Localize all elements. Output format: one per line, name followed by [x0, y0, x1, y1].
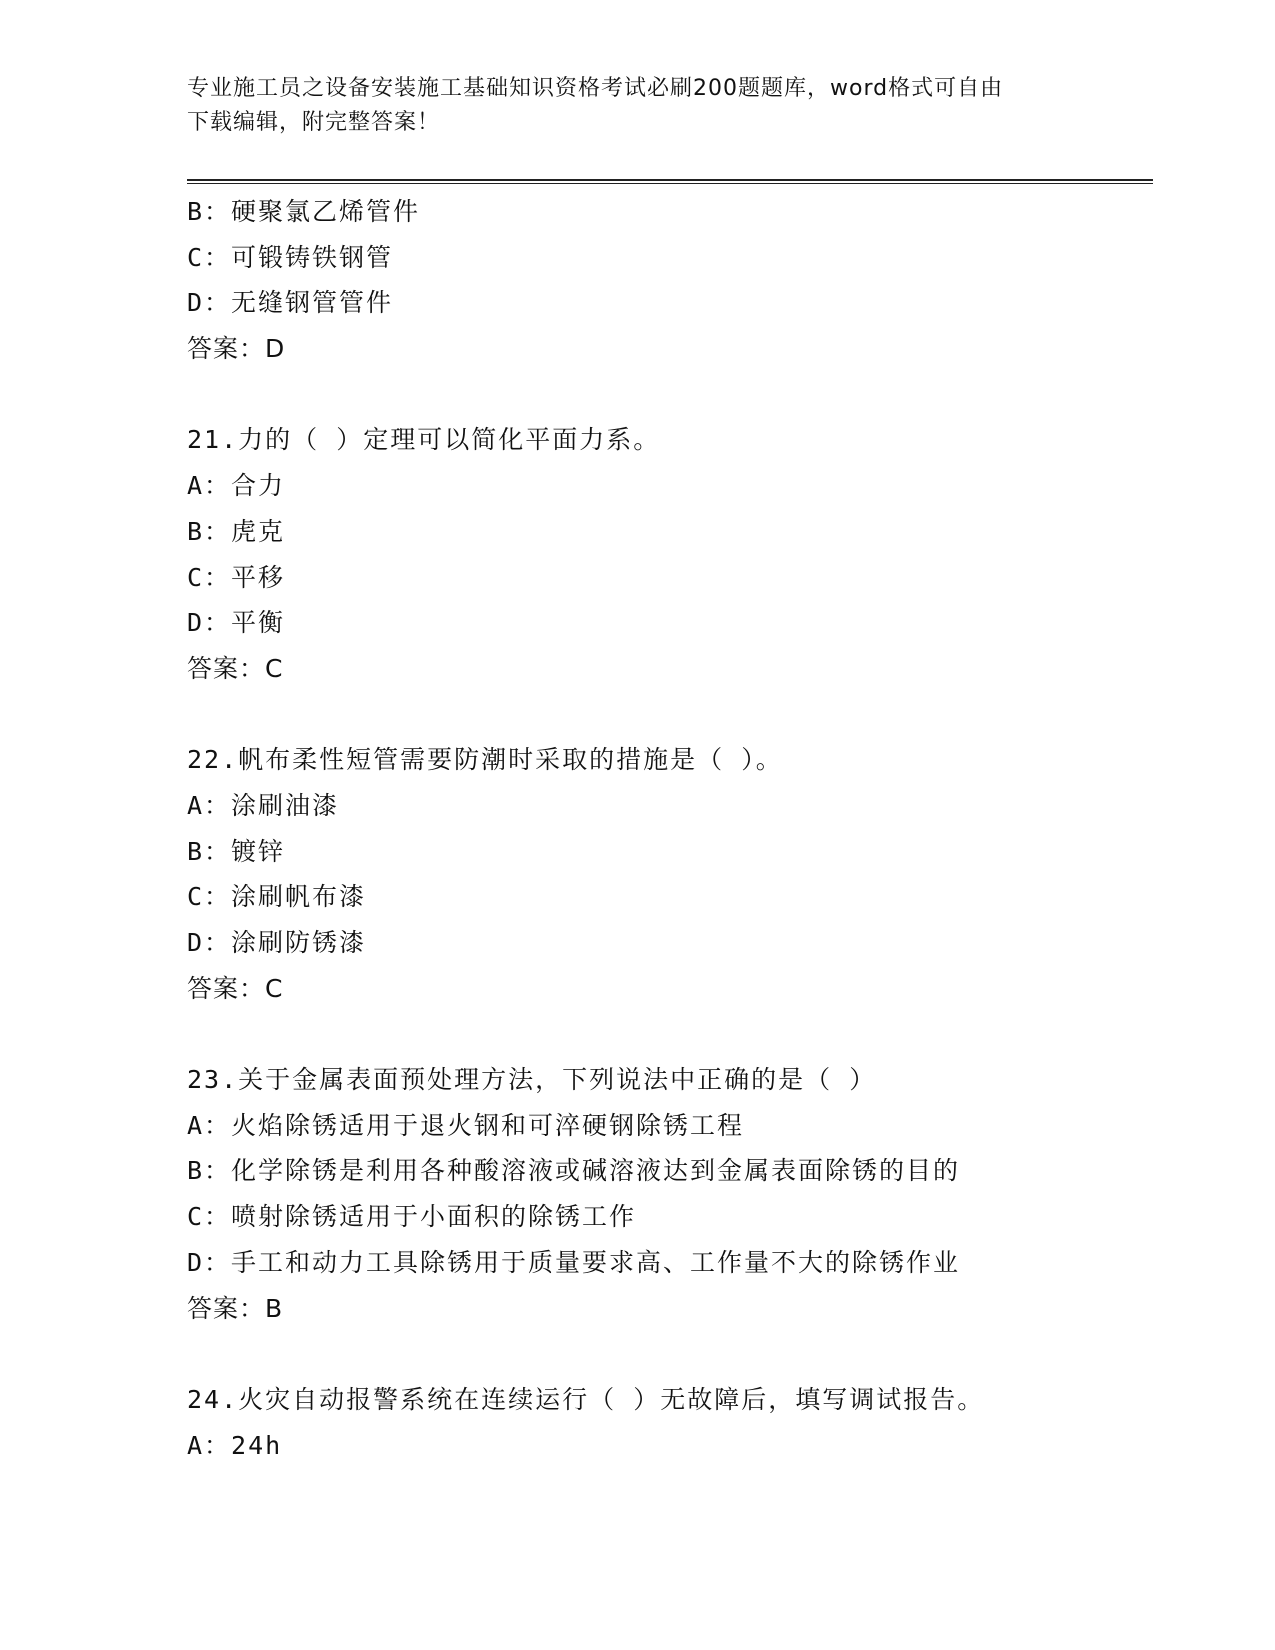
option-b: B：镀锌 [187, 836, 286, 866]
answer: 答案：B [187, 1293, 284, 1323]
document-header [187, 72, 1067, 140]
question-24 [187, 1377, 1153, 1468]
header-rule-thin [187, 183, 1153, 184]
question-list [187, 189, 1153, 1468]
question-stem: 22.帆布柔性短管需要防潮时采取的措施是（ ）。 [187, 745, 783, 775]
question-stem: 23.关于金属表面预处理方法，下列说法中正确的是（ ） [187, 1065, 877, 1095]
question-stem: 21.力的（ ）定理可以简化平面力系。 [187, 425, 661, 455]
answer: 答案：C [187, 973, 284, 1003]
option-d: D：涂刷防锈漆 [187, 928, 367, 957]
answer: 答案：C [187, 653, 284, 683]
option-b: B：硬聚氯乙烯管件 [187, 197, 421, 226]
spacer [187, 1011, 1153, 1057]
spacer [187, 1331, 1153, 1377]
question-21 [187, 417, 1153, 691]
option-d: D：无缝钢管管件 [187, 288, 394, 318]
spacer [187, 692, 1153, 738]
question-20-continued [187, 189, 1153, 372]
option-c: C：涂刷帆布漆 [187, 882, 367, 912]
option-c: C：喷射除锈适用于小面积的除锈工作 [187, 1202, 637, 1232]
header-line-1: 专业施工员之设备安装施工基础知识资格考试必刷200题题库，word格式可自由 [187, 76, 1004, 101]
option-d: D：手工和动力工具除锈用于质量要求高、工作量不大的除锈作业 [187, 1247, 961, 1277]
option-b: B：虎克 [187, 516, 286, 546]
option-b: B：化学除锈是利用各种酸溶液或碱溶液达到金属表面除锈的目的 [187, 1156, 961, 1186]
question-23 [187, 1057, 1153, 1331]
spacer [187, 372, 1153, 418]
question-22 [187, 737, 1153, 1011]
option-a: A：合力 [187, 471, 286, 501]
option-a: A：24h [187, 1430, 283, 1460]
header-rule-thick [187, 179, 1153, 181]
answer: 答案：D [187, 334, 286, 364]
option-a: A：涂刷油漆 [187, 790, 340, 820]
option-c: C：可锻铸铁钢管 [187, 242, 394, 272]
option-d: D：平衡 [187, 608, 286, 638]
option-a: A：火焰除锈适用于退火钢和可淬硬钢除锈工程 [187, 1110, 745, 1140]
option-c: C：平移 [187, 562, 286, 592]
question-stem: 24.火灾自动报警系统在连续运行（ ）无故障后，填写调试报告。 [187, 1384, 985, 1414]
header-line-2: 下载编辑，附完整答案！ [187, 110, 441, 135]
